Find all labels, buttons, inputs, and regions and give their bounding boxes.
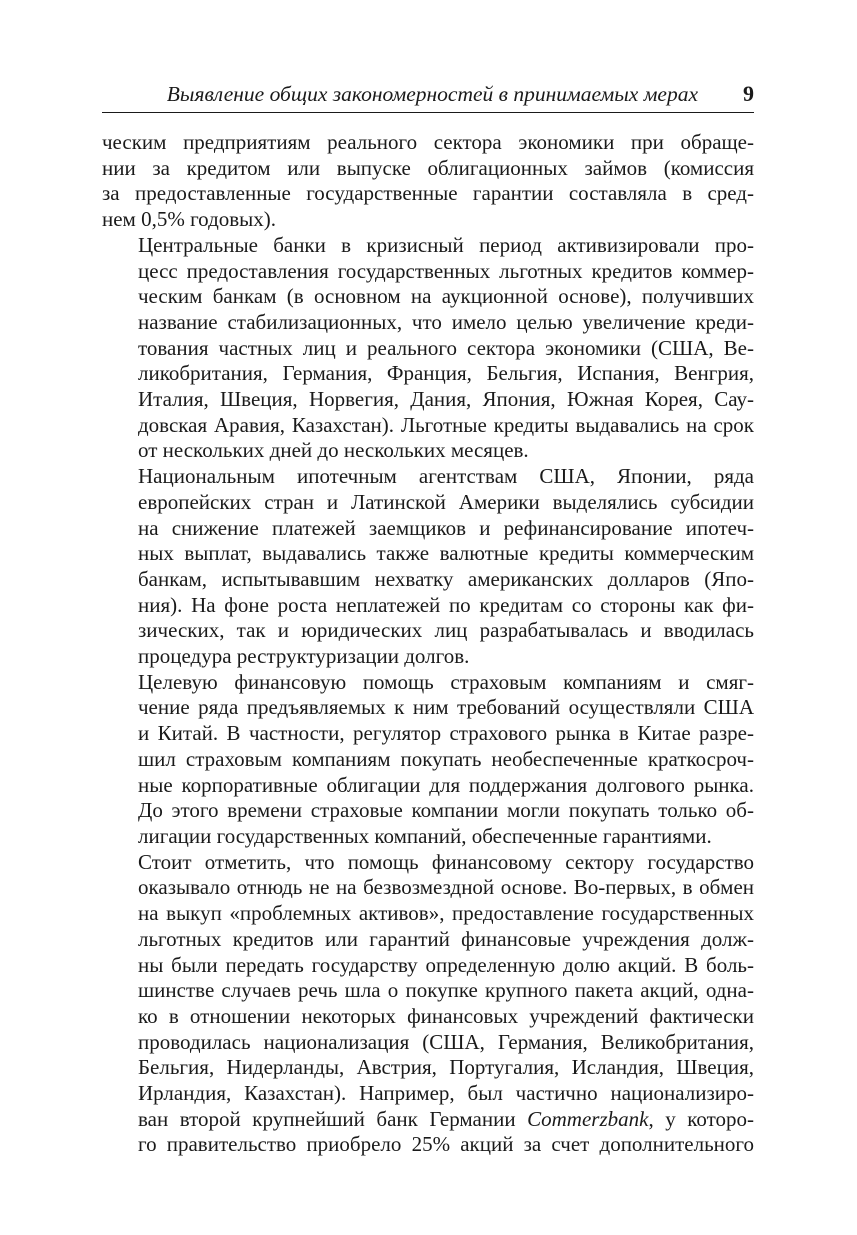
- page-number: 9: [743, 81, 754, 106]
- paragraph: [102, 670, 754, 850]
- text-line: ликобритания, Германия, Франция, Бельгия, Испания, Венгрия,: [138, 361, 754, 386]
- text-line: тования частных лиц и реального сектора экономики (США, Ве-: [138, 335, 754, 360]
- text-segment: ван второй крупнейший банк Германии: [138, 1106, 528, 1131]
- text-line: нии за кредитом или выпуске облигационных займов (комиссия: [102, 155, 754, 180]
- text-line: лигации государственных компаний, обеспеченные гарантиями.: [138, 823, 712, 848]
- text-line: ческим банкам (в основном на аукционной основе), получивших: [138, 284, 754, 309]
- text-line: цесс предоставления государственных льготных кредитов коммер-: [138, 258, 754, 283]
- text-line: Центральные банки в кризисный период активизировали про-: [138, 232, 754, 257]
- text-line: ных выплат, выдавались также валютные кредиты коммерческим: [138, 541, 754, 566]
- text-line: ны были передать государству определенную долю акций. В боль-: [138, 952, 754, 977]
- text-line: го правительство приобрело 25% акций за счет дополнительного: [138, 1132, 754, 1157]
- text-line: До этого времени страховые компании могли покупать только об-: [138, 798, 754, 823]
- text-line: ческим предприятиям реального сектора экономики при обраще-: [102, 130, 754, 154]
- text-line: льготных кредитов или гарантий финансовые учреждения долж-: [138, 926, 754, 951]
- text-line: довская Аравия, Казахстан). Льготные кредиты выдавались на срок: [138, 412, 754, 437]
- text-line: Национальным ипотечным агентствам США, Японии, ряда: [138, 464, 754, 489]
- book-page: [102, 74, 754, 1158]
- text-line: от нескольких дней до нескольких месяцев.: [138, 438, 529, 463]
- text-line: процедура реструктуризации долгов.: [138, 644, 470, 669]
- body-text: [102, 130, 754, 1158]
- text-line: зических, так и юридических лиц разрабатывалась и вводилась: [138, 618, 754, 643]
- paragraph: [102, 850, 754, 1158]
- running-header: [102, 74, 754, 113]
- text-line: Стоит отметить, что помощь финансовому сектору государство: [138, 849, 754, 874]
- text-line-with-italic: [102, 1107, 754, 1133]
- text-line: на выкуп «проблемных активов», предоставление государственных: [138, 901, 754, 926]
- text-line: ные корпоративные облигации для поддержания долгового рынка.: [138, 772, 754, 797]
- text-line: шил страховым компаниям покупать необеспеченные краткосроч-: [138, 746, 754, 771]
- text-segment: , у которо-: [648, 1106, 754, 1131]
- paragraph: [102, 130, 754, 233]
- paragraph: [102, 233, 754, 464]
- text-line: Целевую финансовую помощь страховым компаниям и смяг-: [138, 669, 754, 694]
- text-line: на снижение платежей заемщиков и рефинансирование ипотеч-: [138, 515, 754, 540]
- text-line: Италия, Швеция, Норвегия, Дания, Япония, Южная Корея, Сау-: [138, 387, 754, 412]
- text-line: оказывало отнюдь не на безвозмездной основе. Во-первых, в обмен: [138, 875, 754, 900]
- text-line: нем 0,5% годовых).: [102, 207, 277, 232]
- text-line: банкам, испытывавшим нехватку американских долларов (Япо-: [138, 566, 754, 591]
- italic-bank-name: Commerzbank: [527, 1106, 649, 1131]
- text-line: Ирландия, Казахстан). Например, был частично национализиро-: [138, 1081, 754, 1106]
- text-line: ния). На фоне роста неплатежей по кредитам со стороны как фи-: [138, 592, 754, 617]
- running-title: Выявление общих закономерностей в принимаемых мерах: [166, 82, 698, 106]
- text-line: европейских стран и Латинской Америки выделялись субсидии: [138, 489, 754, 514]
- text-line: Бельгия, Нидерланды, Австрия, Португалия, Исландия, Швеция,: [138, 1055, 754, 1080]
- text-line: проводилась национализация (США, Германия, Великобритания,: [138, 1029, 754, 1054]
- paragraph: [102, 464, 754, 670]
- text-line: за предоставленные государственные гарантии составляла в сред-: [102, 181, 754, 206]
- text-line: и Китай. В частности, регулятор страхового рынка в Китае разре-: [138, 721, 754, 746]
- text-line: чение ряда предъявляемых к ним требований осуществляли США: [138, 695, 754, 720]
- text-line: шинстве случаев речь шла о покупке крупного пакета акций, одна-: [138, 978, 754, 1003]
- text-line: ко в отношении некоторых финансовых учреждений фактически: [138, 1003, 754, 1028]
- text-line: название стабилизационных, что имело целью увеличение креди-: [138, 309, 754, 334]
